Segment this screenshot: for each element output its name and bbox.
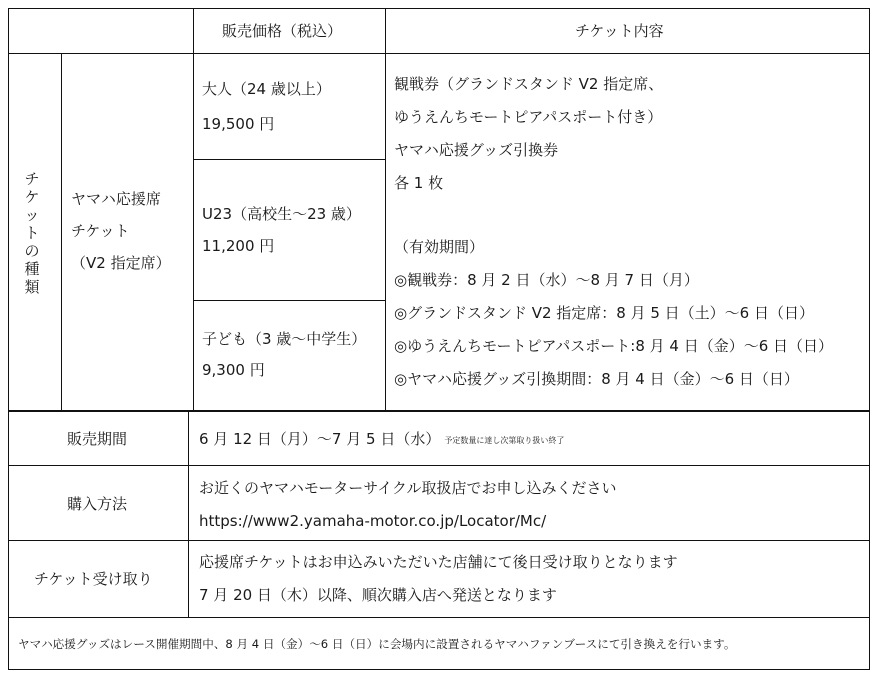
content-column-header: チケット内容 (575, 22, 664, 40)
content-column-left (385, 8, 386, 411)
sales-period-dates: 6 月 12 日（月）～7 月 5 日（水） (199, 430, 441, 448)
seat-name-line2: チケット (71, 222, 130, 240)
receipt-divider (8, 617, 870, 618)
content-line: ゆうえんちモートピアパスポート付き） (394, 108, 663, 126)
price-u23-value: 11,200 円 (202, 237, 275, 255)
purchase-line1: お近くのヤマハモーターサイクル取扱店でお申し込みください (199, 479, 617, 497)
sales-period-value (199, 430, 564, 450)
table-border-right (869, 8, 870, 670)
category-inner-divider (61, 53, 62, 411)
purchase-label: 購入方法 (67, 495, 128, 513)
price-child-value: 9,300 円 (202, 361, 265, 379)
sales-period-label: 販売期間 (67, 430, 128, 448)
ticket-info-table (8, 8, 870, 670)
table-border-bottom (8, 669, 870, 670)
validity-item: ◎ゆうえんちモートピアパスポート:8 月 4 日（金）～6 日（日） (394, 337, 834, 355)
footnote-text: ヤマハ応援グッズはレース開催期間中、8 月 4 日（金）～6 日（日）に会場内に設置されるヤマハファンブースにて引き換えを行います。 (18, 637, 736, 651)
price-adult-value: 19,500 円 (202, 115, 275, 133)
validity-item: ◎グランドスタンド V2 指定席：8 月 5 日（土）～6 日（日） (394, 304, 814, 322)
purchase-divider (8, 540, 870, 541)
content-line: 観戦券（グランドスタンド V2 指定席、 (394, 75, 664, 93)
receipt-line1: 応援席チケットはお申込みいただいた店舗にて後日受け取りとなります (199, 553, 678, 571)
receipt-label: チケット受け取り (34, 570, 153, 588)
sales-period-note: 予定数量に達し次第取り扱い終了 (444, 436, 565, 445)
price-divider-2 (193, 300, 386, 301)
price-adult-label: 大人（24 歳以上） (202, 80, 331, 98)
table-border-left (8, 8, 9, 670)
category-bottom-divider (8, 410, 870, 412)
price-u23-label: U23（高校生～23 歳） (202, 205, 361, 223)
header-divider (8, 53, 870, 54)
sales-period-divider (8, 465, 870, 466)
table-border-top (8, 8, 870, 9)
price-child-label: 子ども（3 歳～中学生） (202, 330, 367, 348)
receipt-line2: 7 月 20 日（木）以降、順次購入店へ発送となります (199, 586, 557, 604)
validity-title: （有効期間） (394, 238, 485, 256)
price-divider-1 (193, 159, 386, 160)
validity-item: ◎ヤマハ応援グッズ引換期間：8 月 4 日（金）～6 日（日） (394, 370, 799, 388)
label-value-divider (188, 411, 189, 617)
price-column-left (193, 8, 194, 411)
content-line: ヤマハ応援グッズ引換券 (394, 141, 559, 159)
seat-name-line3: （V2 指定席） (71, 254, 171, 272)
price-column-header: 販売価格（税込） (222, 22, 343, 40)
content-line: 各 1 枚 (394, 174, 444, 192)
ticket-type-label: チケットの種類 (24, 170, 40, 296)
validity-item: ◎観戦券：8 月 2 日（水）～8 月 7 日（月） (394, 271, 699, 289)
purchase-url: https://www2.yamaha-motor.co.jp/Locator/Mc/ (199, 512, 547, 530)
seat-name-line1: ヤマハ応援席 (71, 190, 161, 208)
